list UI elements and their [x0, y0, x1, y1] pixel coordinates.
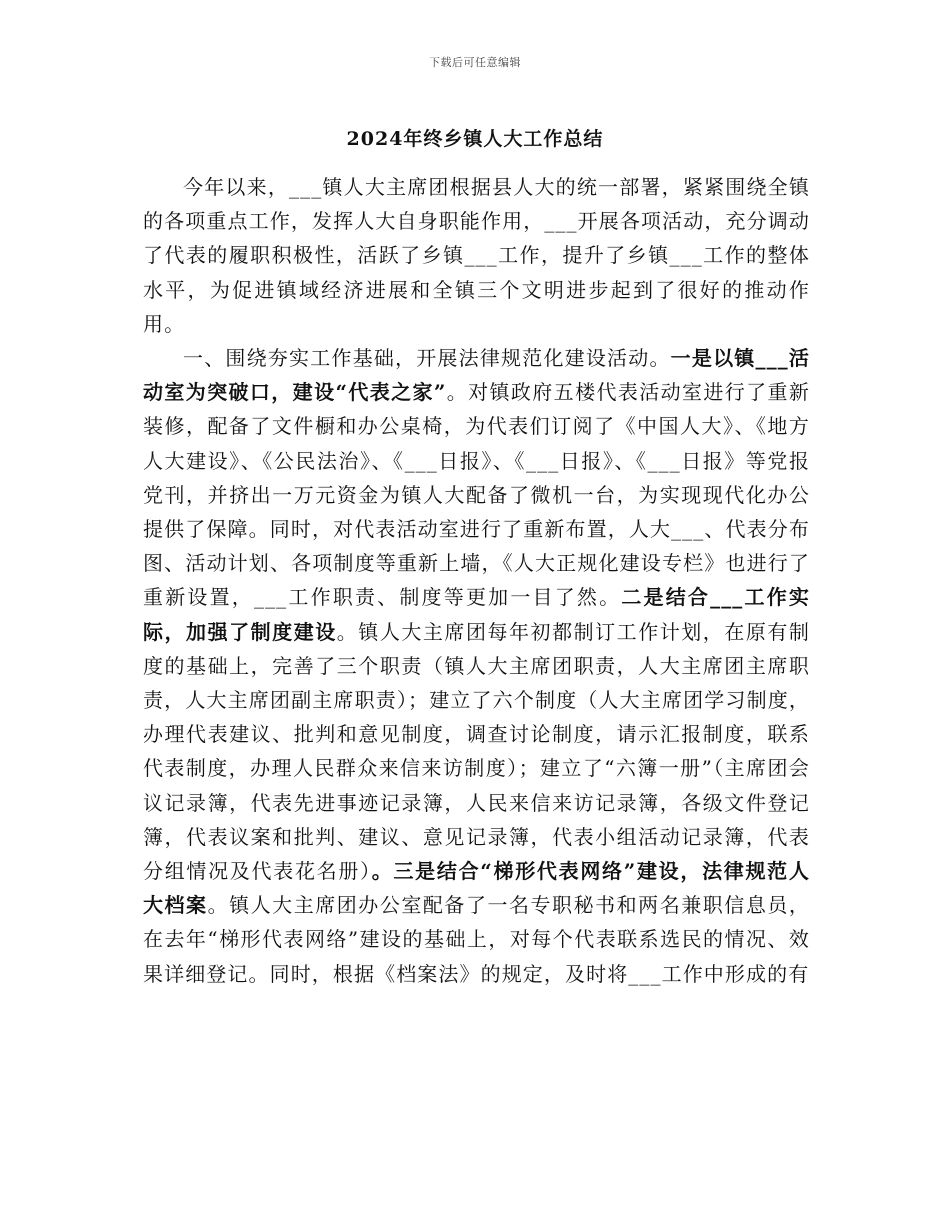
- section-heading: 一、围绕夯实工作基础，开展法律规范化建设活动。: [183, 346, 671, 371]
- paragraph-intro: [143, 170, 810, 341]
- document-title: 2024年终乡镇人大工作总结: [346, 128, 604, 150]
- point-one-text: 。对镇政府五楼代表活动室进行了重新装修，配备了文件橱和办公桌椅，为代表们订阅了《中国人大》、《地方人大建设》、《公民法治》、《___日报》、《___日报》、《___日报》等党报党刊，并挤出一万元资金为镇人大配备了微机一台，为实现现代化办公提供了保障。同时，对代表活动室进行了重新布置，人大___、代表分布图、活动计划、各项制度等重新上墙，《人大正规化建设专栏》也进行了重新设置，___工作职责、制度等更加一目了然。: [143, 380, 810, 610]
- document-body: [143, 170, 810, 991]
- point-one-heading: 一是以镇___活动室为突破口，建设“代表之家”: [143, 346, 810, 405]
- point-three-heading: 。三是结合“梯形代表网络”建设，法律规范人大档案: [143, 859, 810, 918]
- point-two-heading: 二是结合___工作实际，加强了制度建设: [143, 585, 810, 644]
- point-three-text: 。镇人大主席团办公室配备了一名专职秘书和两名兼职信息员，在去年“梯形代表网络”建设的基础上，对每个代表联系选民的情况、效果详细登记。同时，根据《档案法》的规定，及时将___工作中形成的有: [143, 893, 810, 986]
- paragraph-section-one: [143, 341, 810, 991]
- paragraph-text: 今年以来，___镇人大主席团根据县人大的统一部署，紧紧围绕全镇的各项重点工作，发挥人大自身职能作用，___开展各项活动，充分调动了代表的履职积极性，活跃了乡镇___工作，提升了乡镇___工作的整体水平，为促进镇域经济进展和全镇三个文明进步起到了很好的推动作用。: [143, 175, 810, 336]
- point-two-text: 。镇人大主席团每年初都制订工作计划，在原有制度的基础上，完善了三个职责（镇人大主席团职责，人大主席团主席职责，人大主席团副主席职责）；建立了六个制度（人大主席团学习制度，办理代表建议、批判和意见制度，调查讨论制度，请示汇报制度，联系代表制度，办理人民群众来信来访制度）；建立了“六簿一册”（主席团会议记录簿，代表先进事迹记录簿，人民来信来访记录簿，各级文件登记簿，代表议案和批判、建议、意见记录簿，代表小组活动记录簿，代表分组情况及代表花名册）: [143, 619, 811, 884]
- page-header-note: 下载后可任意编辑: [429, 56, 521, 69]
